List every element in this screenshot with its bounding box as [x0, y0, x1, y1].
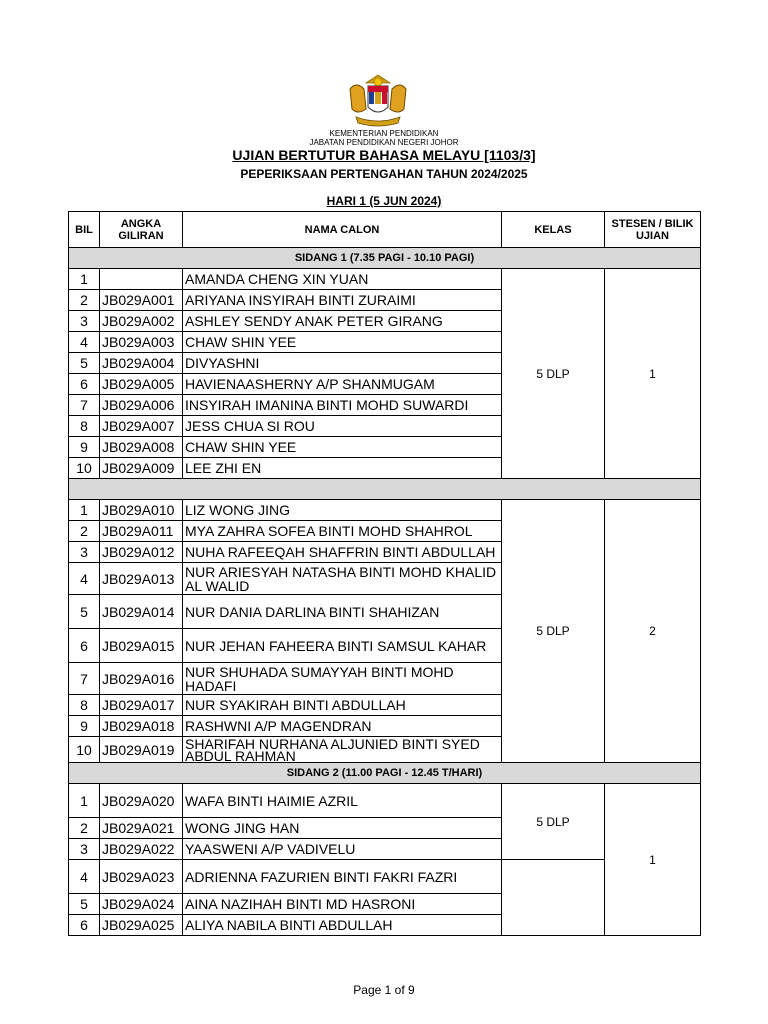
table-row — [69, 500, 701, 521]
name-cell: YAASWENI A/P VADIVELU — [183, 839, 502, 860]
session-label: SIDANG 2 (11.00 PAGI - 12.45 T/HARI) — [69, 763, 701, 784]
code-cell: JB029A010 — [100, 500, 183, 521]
name-cell: NUHA RAFEEQAH SHAFFRIN BINTI ABDULLAH — [183, 542, 502, 563]
code-cell: JB029A014 — [100, 595, 183, 629]
code-cell: JB029A025 — [100, 915, 183, 936]
name-cell: NUR DANIA DARLINA BINTI SHAHIZAN — [183, 595, 502, 629]
name-cell: ALIYA NABILA BINTI ABDULLAH — [183, 915, 502, 936]
bil-cell: 8 — [69, 695, 100, 716]
exam-day: HARI 1 (5 JUN 2024) — [326, 194, 442, 208]
bil-cell: 3 — [69, 542, 100, 563]
code-cell: JB029A002 — [100, 311, 183, 332]
table-row — [69, 784, 701, 818]
name-cell: MYA ZAHRA SOFEA BINTI MOHD SHAHROL — [183, 521, 502, 542]
code-cell: JB029A024 — [100, 894, 183, 915]
candidate-table — [68, 211, 701, 936]
bil-cell: 1 — [69, 784, 100, 818]
col-angka-giliran: ANGKA GILIRAN — [100, 212, 183, 248]
bil-cell: 1 — [69, 269, 100, 290]
code-cell: JB029A003 — [100, 332, 183, 353]
code-cell: JB029A016 — [100, 663, 183, 695]
code-cell: JB029A019 — [100, 737, 183, 763]
name-cell: NUR JEHAN FAHEERA BINTI SAMSUL KAHAR — [183, 629, 502, 663]
ministry-name: KEMENTERIAN PENDIDIKAN — [329, 129, 439, 138]
name-cell: JESS CHUA SI ROU — [183, 416, 502, 437]
code-cell: JB029A006 — [100, 395, 183, 416]
bil-cell: 3 — [69, 839, 100, 860]
session-row — [69, 248, 701, 269]
kelas-cell-empty — [502, 860, 605, 936]
bil-cell: 5 — [69, 353, 100, 374]
code-cell: JB029A009 — [100, 458, 183, 479]
code-cell: JB029A011 — [100, 521, 183, 542]
bil-cell: 9 — [69, 437, 100, 458]
name-cell: ARIYANA INSYIRAH BINTI ZURAIMI — [183, 290, 502, 311]
department-name: JABATAN PENDIDIKAN NEGERI JOHOR — [309, 138, 459, 147]
name-cell: WAFA BINTI HAIMIE AZRIL — [183, 784, 502, 818]
stesen-cell: 2 — [605, 500, 701, 763]
code-cell: JB029A005 — [100, 374, 183, 395]
code-cell: JB029A022 — [100, 839, 183, 860]
table-row — [69, 269, 701, 290]
kelas-cell: 5 DLP — [502, 784, 605, 860]
exam-title: UJIAN BERTUTUR BAHASA MELAYU [1103/3] — [232, 147, 536, 163]
stesen-cell: 1 — [605, 784, 701, 936]
session-label: SIDANG 1 (7.35 PAGI - 10.10 PAGI) — [69, 248, 701, 269]
name-cell: ADRIENNA FAZURIEN BINTI FAKRI FAZRI — [183, 860, 502, 894]
code-cell — [100, 269, 183, 290]
code-cell: JB029A017 — [100, 695, 183, 716]
table-header-row — [69, 212, 701, 248]
bil-cell: 8 — [69, 416, 100, 437]
kelas-cell: 5 DLP — [502, 269, 605, 479]
code-cell: JB029A012 — [100, 542, 183, 563]
name-cell: LIZ WONG JING — [183, 500, 502, 521]
code-cell: JB029A004 — [100, 353, 183, 374]
code-cell: JB029A020 — [100, 784, 183, 818]
name-cell: AMANDA CHENG XIN YUAN — [183, 269, 502, 290]
name-cell: CHAW SHIN YEE — [183, 332, 502, 353]
name-cell: AINA NAZIHAH BINTI MD HASRONI — [183, 894, 502, 915]
session-row — [69, 763, 701, 784]
code-cell: JB029A021 — [100, 818, 183, 839]
session-row-empty — [69, 479, 701, 500]
code-cell: JB029A008 — [100, 437, 183, 458]
name-cell: HAVIENAASHERNY A/P SHANMUGAM — [183, 374, 502, 395]
name-cell: WONG JING HAN — [183, 818, 502, 839]
session-label-empty — [69, 479, 701, 500]
name-cell: NUR ARIESYAH NATASHA BINTI MOHD KHALID AL WALID — [183, 563, 502, 595]
bil-cell: 6 — [69, 629, 100, 663]
code-cell: JB029A013 — [100, 563, 183, 595]
bil-cell: 3 — [69, 311, 100, 332]
coat-of-arms-icon — [342, 73, 414, 129]
bil-cell: 7 — [69, 395, 100, 416]
name-cell: NUR SHUHADA SUMAYYAH BINTI MOHD HADAFI — [183, 663, 502, 695]
name-cell: RASHWNI A/P MAGENDRAN — [183, 716, 502, 737]
code-cell: JB029A015 — [100, 629, 183, 663]
bil-cell: 6 — [69, 915, 100, 936]
bil-cell: 4 — [69, 860, 100, 894]
kelas-cell: 5 DLP — [502, 500, 605, 763]
bil-cell: 7 — [69, 663, 100, 695]
code-cell: JB029A007 — [100, 416, 183, 437]
name-cell: SHARIFAH NURHANA ALJUNIED BINTI SYED ABDUL RAHMAN — [183, 737, 502, 763]
bil-cell: 6 — [69, 374, 100, 395]
bil-cell: 2 — [69, 290, 100, 311]
col-nama-calon: NAMA CALON — [183, 212, 502, 248]
bil-cell: 1 — [69, 500, 100, 521]
code-cell: JB029A023 — [100, 860, 183, 894]
name-cell: ASHLEY SENDY ANAK PETER GIRANG — [183, 311, 502, 332]
bil-cell: 9 — [69, 716, 100, 737]
bil-cell: 5 — [69, 595, 100, 629]
name-cell: NUR SYAKIRAH BINTI ABDULLAH — [183, 695, 502, 716]
page-number: Page 1 of 9 — [353, 983, 415, 997]
col-stesen: STESEN / BILIK UJIAN — [605, 212, 701, 248]
col-bil: BIL — [69, 212, 100, 248]
name-cell: DIVYASHNI — [183, 353, 502, 374]
stesen-cell: 1 — [605, 269, 701, 479]
name-cell: LEE ZHI EN — [183, 458, 502, 479]
bil-cell: 4 — [69, 563, 100, 595]
bil-cell: 5 — [69, 894, 100, 915]
code-cell: JB029A018 — [100, 716, 183, 737]
col-kelas: KELAS — [502, 212, 605, 248]
name-cell: CHAW SHIN YEE — [183, 437, 502, 458]
bil-cell: 4 — [69, 332, 100, 353]
code-cell: JB029A001 — [100, 290, 183, 311]
exam-subtitle: PEPERIKSAAN PERTENGAHAN TAHUN 2024/2025 — [240, 167, 528, 181]
bil-cell: 2 — [69, 521, 100, 542]
name-cell: INSYIRAH IMANINA BINTI MOHD SUWARDI — [183, 395, 502, 416]
bil-cell: 10 — [69, 737, 100, 763]
bil-cell: 2 — [69, 818, 100, 839]
bil-cell: 10 — [69, 458, 100, 479]
